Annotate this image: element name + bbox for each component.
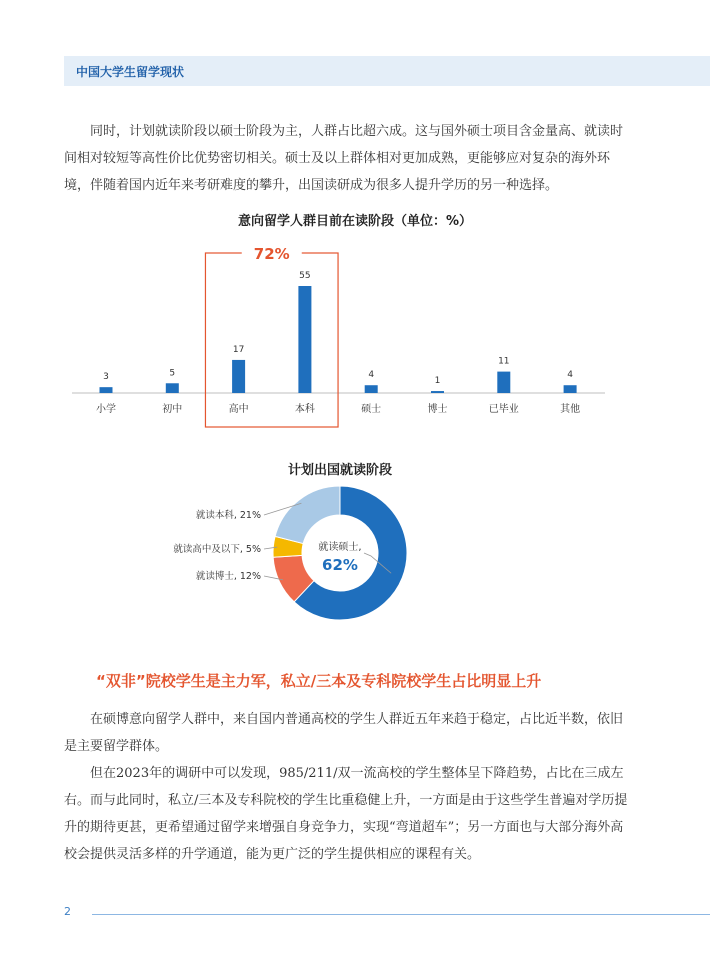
header-band — [64, 56, 710, 86]
bar — [431, 391, 444, 393]
category-label: 其他 — [560, 404, 581, 415]
pie-chart-title: 计划出国就读阶段 — [287, 463, 392, 478]
category-label: 硕士 — [361, 404, 382, 415]
bar — [564, 385, 577, 393]
bar-value-label: 11 — [498, 356, 510, 367]
paragraph-study-stage: 同时，计划就读阶段以硕士阶段为主，人群占比超六成。这与国外硕士项目含金量高、就读时间相对较短等高性价比优势密切相关。硕士及以上群体相对更加成熟，更能够应对复杂的海外环境，伴随着国内近年来考研难度的攀升，出国读研成为很多人提升学历的另一种选择。 — [64, 124, 624, 193]
highlight-box — [205, 253, 338, 427]
bar — [497, 372, 510, 393]
highlight-label: 72% — [253, 245, 290, 263]
section-heading: “双非”院校学生是主力军，私立/三本及专科院校学生占比明显上升 — [96, 672, 542, 690]
paragraph-normal-universities: 在硕博意向留学人群中，来自国内普通高校的学生人群近五年来趋于稳定，占比近半数，依旧是主要留学群体。 — [64, 712, 624, 754]
bar-chart-title: 意向留学人群目前在读阶段（单位：%） — [237, 214, 473, 229]
slice-label: 就读本科, 21% — [195, 510, 261, 521]
bar-value-label: 55 — [299, 271, 311, 281]
slice-label: 就读博士, 12% — [195, 571, 261, 582]
center-value: 62% — [322, 556, 358, 574]
bar-chart — [0, 235, 710, 445]
bar — [100, 387, 113, 393]
category-label: 小学 — [96, 404, 116, 415]
bar — [232, 360, 245, 393]
category-label: 博士 — [427, 404, 448, 415]
donut-slice — [275, 486, 340, 544]
footer-rule — [92, 914, 710, 915]
category-label: 高中 — [228, 404, 249, 415]
bar-value-label: 17 — [232, 344, 245, 355]
bar-value-label: 5 — [169, 368, 176, 379]
category-label: 本科 — [294, 404, 315, 415]
bar-value-label: 3 — [103, 372, 109, 383]
category-label: 已毕业 — [488, 404, 519, 415]
bar — [166, 383, 179, 393]
paragraph-trend-2023: 但在2023年的调研中可以发现，985/211/双一流高校的学生整体呈下降趋势，占比在三成左右。而与此同时，私立/三本及专科院校的学生比重稳健上升，一方面是由于这些学生普遍对学历提升的期待更甚，更希望通过留学来增强自身竞争力，实现“弯道超车”；另一方面也与大部分海外高校会提供灵活多样的升学通道，能为更广泛的学生提供相应的课程有关。 — [64, 766, 628, 862]
bar — [365, 385, 378, 393]
page-number: 2 — [64, 905, 71, 918]
donut-chart — [0, 480, 710, 630]
category-label: 初中 — [162, 404, 183, 415]
bar-value-label: 1 — [434, 376, 441, 387]
slice-label: 就读高中及以下, 5% — [173, 544, 261, 555]
document-title: 中国大学生留学现状 — [76, 65, 185, 79]
bar-value-label: 4 — [567, 370, 573, 381]
center-label: 就读硕士, — [318, 542, 362, 553]
bar-value-label: 4 — [368, 370, 375, 381]
bar — [298, 286, 311, 393]
